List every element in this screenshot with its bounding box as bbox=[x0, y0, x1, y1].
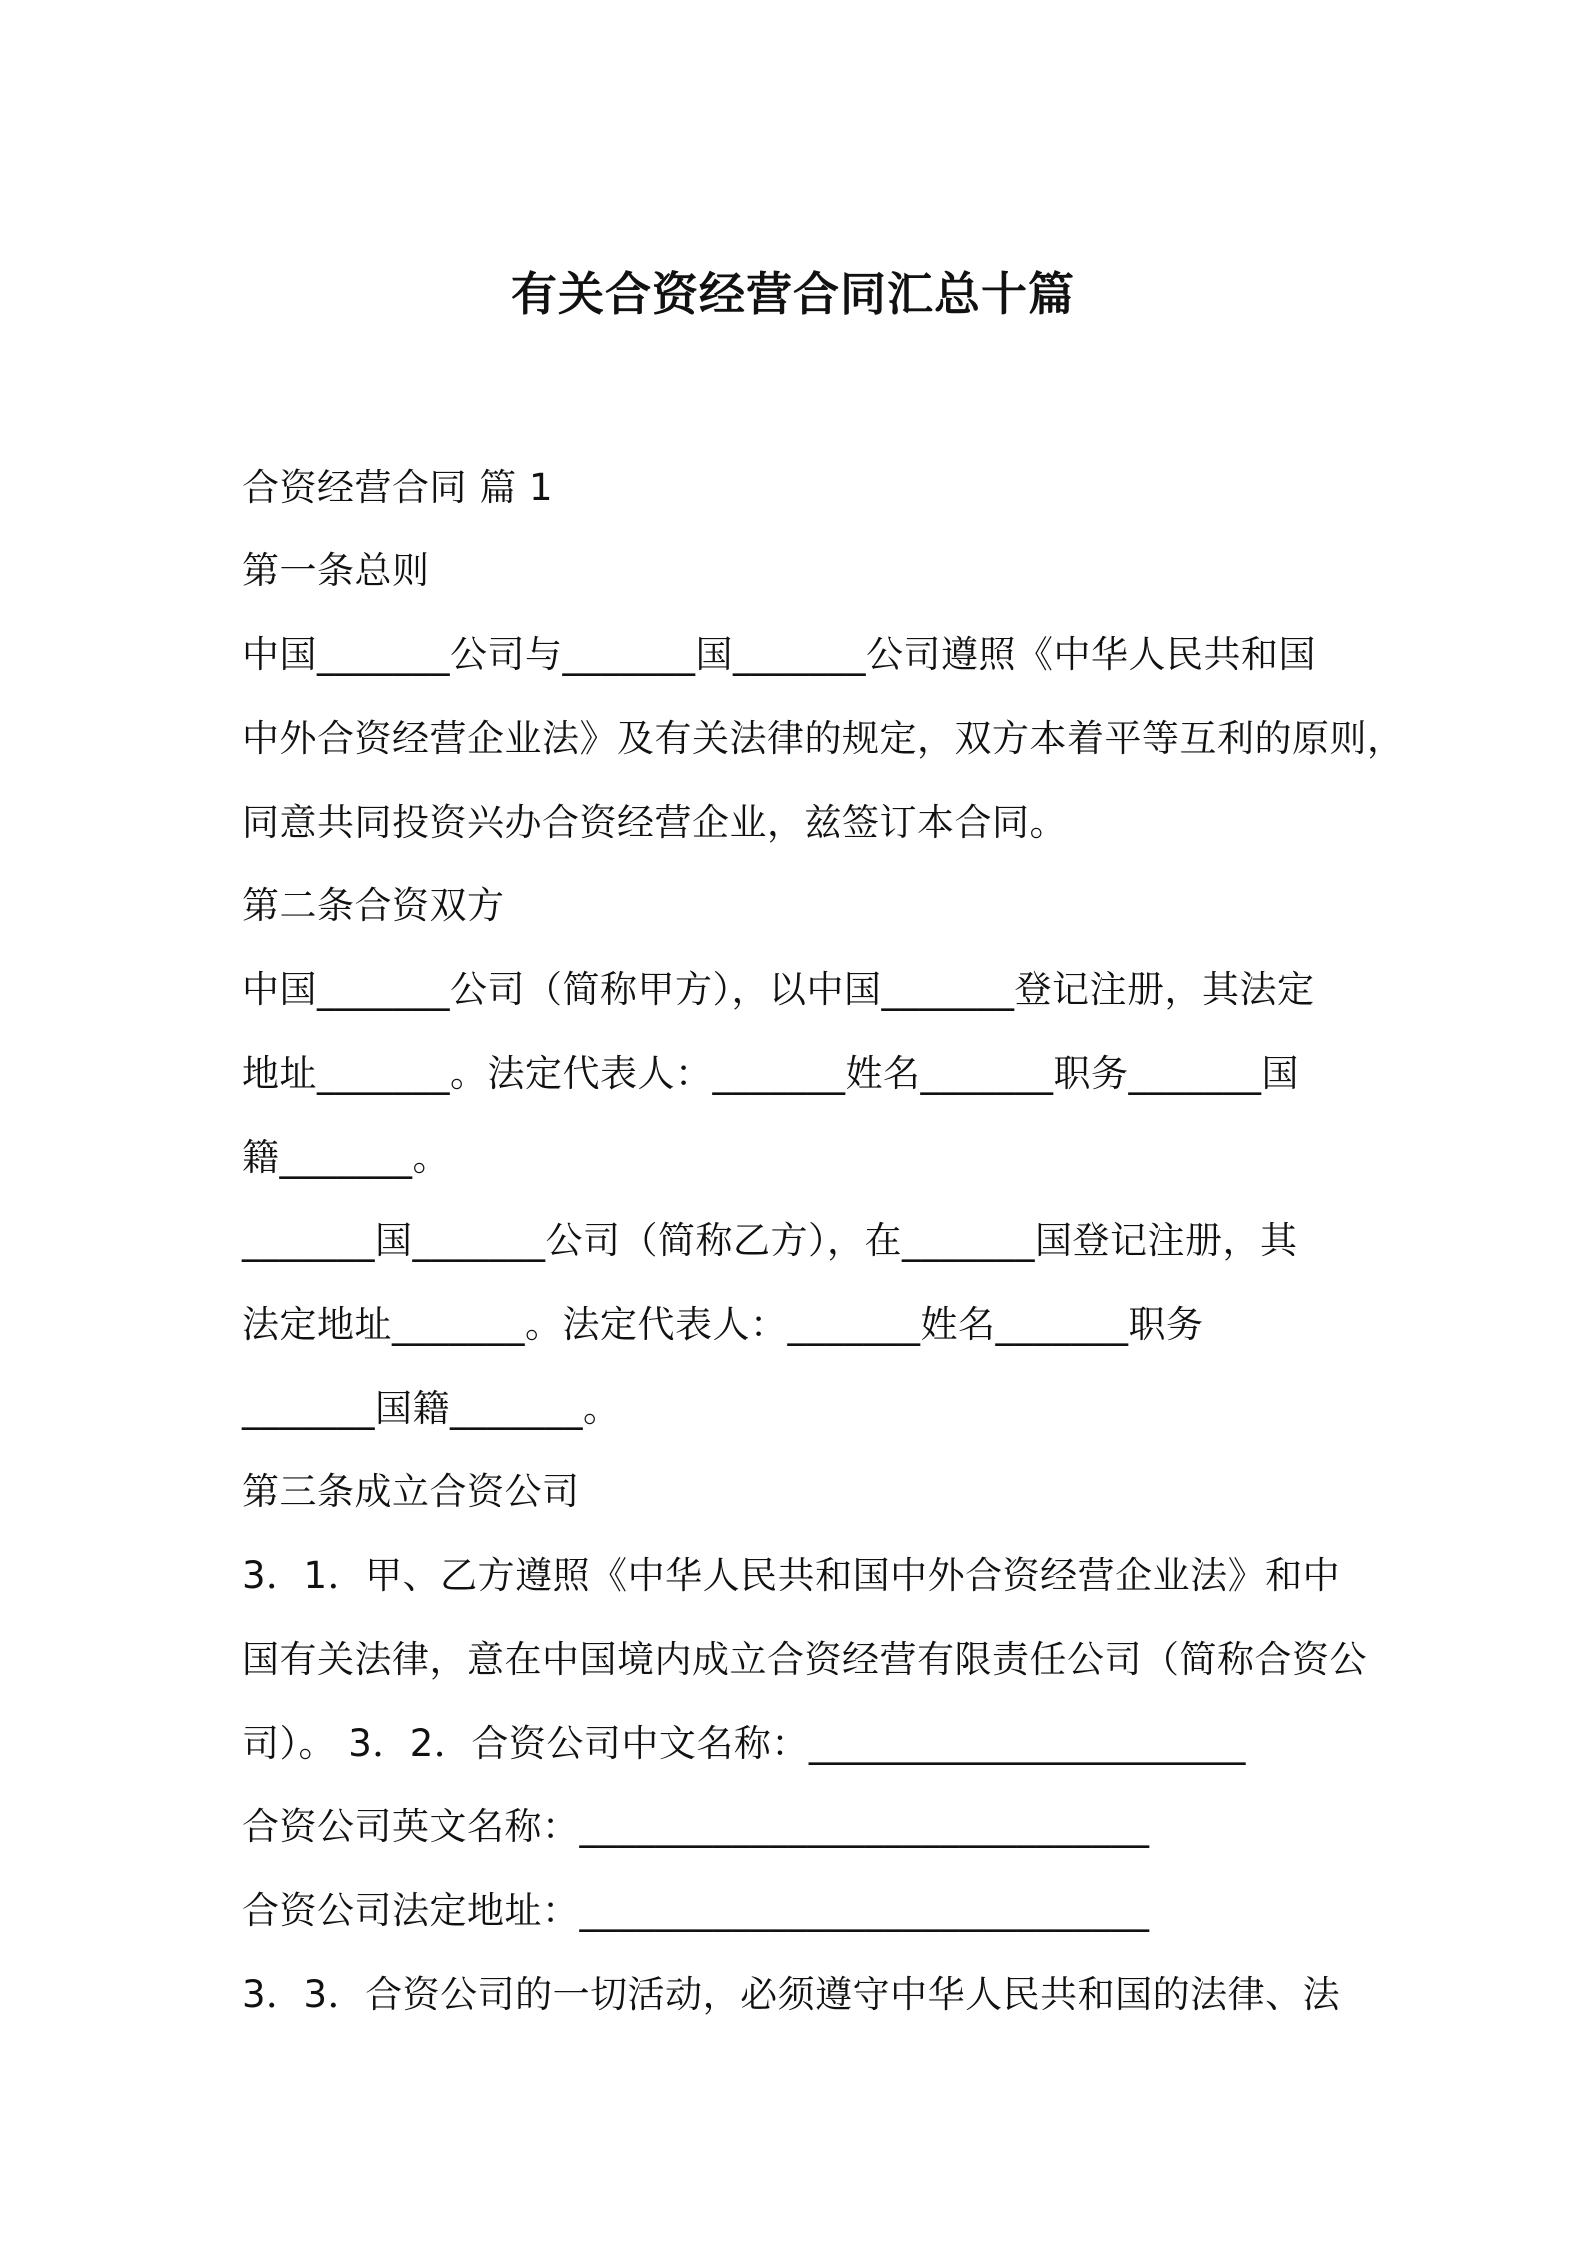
paragraph-line: 3．1．甲、乙方遵照《中华人民共和国中外合资经营企业法》和中 bbox=[242, 1554, 1341, 1597]
paragraph-line: _______国_______公司（简称乙方），在_______国登记注册，其 bbox=[242, 1219, 1298, 1262]
paragraph-line: 中外合资经营企业法》及有关法律的规定，双方本着平等互利的原则， bbox=[242, 717, 1405, 760]
document-title: 有关合资经营合同汇总十篇 bbox=[511, 267, 1075, 321]
paragraph-line: 同意共同投资兴办合资经营企业，兹签订本合同。 bbox=[242, 801, 1067, 844]
article-heading: 第二条合资双方 bbox=[242, 884, 505, 927]
paragraph-line: 合资公司法定地址：______________________________ bbox=[242, 1889, 1150, 1932]
paragraph-line: 司）。 3．2．合资公司中文名称：_______________________ bbox=[242, 1722, 1246, 1765]
paragraph-line: 国有关法律，意在中国境内成立合资经营有限责任公司（简称合资公 bbox=[242, 1638, 1367, 1681]
article-heading: 第一条总则 bbox=[242, 549, 430, 592]
paragraph-line: 中国_______公司（简称甲方），以中国_______登记注册，其法定 bbox=[242, 968, 1315, 1011]
paragraph-line: 籍_______。 bbox=[242, 1136, 450, 1179]
article-heading: 第三条成立合资公司 bbox=[242, 1470, 580, 1513]
paragraph-line: 法定地址_______。法定代表人：_______姓名_______职务 bbox=[242, 1303, 1204, 1346]
paragraph-line: 中国_______公司与_______国_______公司遵照《中华人民共和国 bbox=[242, 633, 1316, 676]
section-heading: 合资经营合同 篇 1 bbox=[242, 466, 554, 509]
paragraph-line: _______国籍_______。 bbox=[242, 1387, 621, 1430]
paragraph-line: 地址_______。法定代表人：_______姓名_______职务_______国 bbox=[242, 1052, 1299, 1095]
paragraph-line: 合资公司英文名称：______________________________ bbox=[242, 1805, 1150, 1848]
paragraph-line: 3．3．合资公司的一切活动，必须遵守中华人民共和国的法律、法 bbox=[242, 1973, 1341, 2016]
